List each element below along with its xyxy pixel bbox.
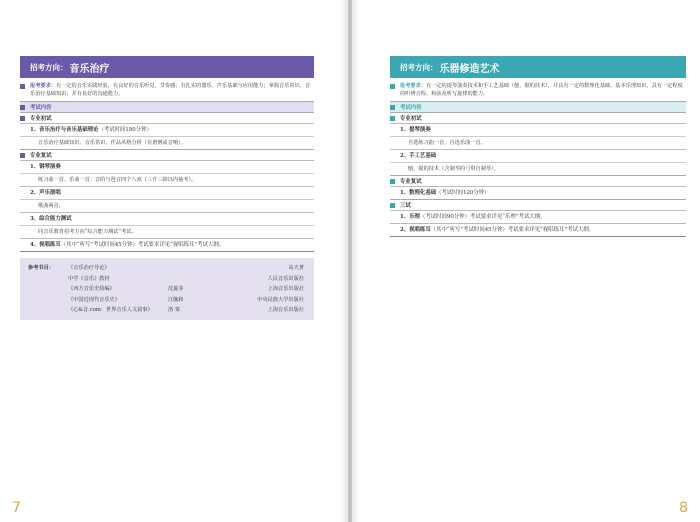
- reference-publisher: 上海音乐出版社: [267, 286, 304, 293]
- item-title: 2、声乐演唱: [30, 190, 61, 197]
- divider: [20, 251, 314, 252]
- right-requirement: [390, 82, 686, 101]
- list-item: [390, 123, 686, 136]
- reference-title: 《中国近现代音乐史》: [68, 296, 120, 303]
- right-third-title: 三试: [400, 203, 411, 210]
- reference-row: [28, 305, 306, 316]
- right-header-title: 乐器修造艺术: [439, 63, 500, 75]
- right-section-prelim: [390, 112, 686, 123]
- list-item: [390, 210, 686, 223]
- square-bullet-icon: [390, 203, 395, 208]
- reference-publisher: 中央民族大学出版社: [257, 296, 304, 303]
- page-number: 7: [12, 500, 21, 516]
- item-desc: 歌曲两首。: [20, 199, 314, 212]
- square-bullet-icon: [20, 153, 25, 158]
- item-note: （考试时间180分钟）: [98, 127, 152, 134]
- left-requirement-text: 有一定的音乐实践经验，有良好的音乐听觉、节奏感；有扎实的器乐、声乐基础与应用能力；掌握音乐常识、音乐治疗基础知识；并有良好的沟通能力。: [30, 83, 311, 98]
- left-section-content-label: 考试内容: [30, 105, 52, 112]
- left-requirement-label: 报考要求：: [30, 83, 56, 89]
- right-content: [390, 56, 686, 237]
- reference-title: 《心&音.com：世界音乐人文叙事》: [68, 307, 153, 314]
- item-title: 4、视唱练耳: [30, 242, 61, 249]
- reference-spacer: [28, 274, 68, 285]
- item-title: 2、视唱练耳: [400, 227, 431, 234]
- page-number: 8: [679, 500, 688, 516]
- list-item: [20, 160, 314, 173]
- reference-publisher: 人民音乐出版社: [267, 275, 304, 282]
- item-title: 1、乐理: [400, 214, 420, 221]
- item-desc: 同音乐教育招考方向“综合能力测试”考试。: [20, 225, 314, 238]
- square-bullet-icon: [390, 179, 395, 184]
- right-section-content: [390, 101, 686, 112]
- reference-title: 《音乐治疗导论》: [68, 265, 110, 272]
- reference-spacer: [28, 284, 68, 295]
- item-title: 3、综合能力测试: [30, 216, 72, 223]
- reference-row: [28, 274, 306, 285]
- left-prelim-title: 专业初试: [30, 116, 52, 123]
- reference-title: 《西方音乐史简编》: [68, 286, 115, 293]
- item-title: 1、钢琴演奏: [30, 164, 61, 171]
- list-item: [20, 212, 314, 225]
- list-item: [390, 223, 686, 236]
- reference-author: [168, 274, 222, 285]
- list-item: [390, 149, 686, 162]
- item-desc: 自选练习曲一首，自选乐曲一首。: [390, 136, 686, 149]
- square-bullet-icon: [390, 105, 395, 110]
- item-note: （考试时间90分钟）考试要求详见“乐理”考试大纲。: [419, 214, 546, 221]
- item-desc: 练习曲一首，乐曲一首；音阶与琶音四个八度（三升三降以内抽考）。: [20, 173, 314, 186]
- book-gutter: [340, 0, 360, 522]
- square-bullet-icon: [20, 116, 25, 121]
- left-header-title: 音乐治疗: [69, 63, 110, 75]
- item-note: （其中“听写”考试时间45分钟）考试要求详见“视唱练耳”考试大纲。: [430, 227, 595, 234]
- reference-spacer: [28, 305, 68, 316]
- reference-author: 汪毓和: [168, 296, 184, 303]
- right-section-content-label: 考试内容: [400, 105, 422, 112]
- reference-spacer: [28, 295, 68, 306]
- item-desc: 刨、锯的技术（含制琴的弓带自制琴）。: [390, 162, 686, 175]
- list-item: [20, 238, 314, 251]
- references-label: 参考书目：: [28, 265, 54, 272]
- reference-publisher: 高天著: [288, 265, 304, 272]
- left-requirement-body: [30, 82, 314, 98]
- left-header-bar: [20, 56, 314, 78]
- item-note: （其中“听写”考试时间45分钟）考试要求详见“视唱练耳”考试大纲。: [60, 242, 225, 249]
- left-content: [20, 56, 314, 320]
- right-header-bar: [390, 56, 686, 78]
- square-bullet-icon: [20, 105, 25, 110]
- item-title: 1、数理化基础: [400, 190, 437, 197]
- reference-author: 洛 秦: [168, 307, 181, 314]
- left-header-prefix: 招考方向：: [30, 62, 68, 72]
- reference-author: [168, 263, 222, 274]
- right-section-retest: [390, 175, 686, 186]
- item-desc: 音乐治疗基础知识、音乐常识、作品风格分析（有谱例或音响）。: [20, 136, 314, 149]
- item-title: 1、提琴演奏: [400, 127, 431, 134]
- right-section-third: [390, 199, 686, 210]
- left-section-prelim: [20, 112, 314, 123]
- left-retest-title: 专业复试: [30, 153, 52, 160]
- reference-publisher: 上海音乐出版社: [267, 307, 304, 314]
- left-section-retest: [20, 149, 314, 160]
- right-retest-title: 专业复试: [400, 179, 422, 186]
- reference-title: 中学《音乐》教材: [68, 275, 110, 282]
- right-requirement-text: 有一定的提琴演奏技术和手工艺基础（刨、锯的技术），并具有一定的数理化基础、基本乐理知识，具有一定程度的听辨音程、和弦及听写旋律的能力。: [400, 83, 683, 98]
- left-requirement: [20, 82, 314, 101]
- reference-author: 沈旋等: [168, 286, 184, 293]
- square-bullet-icon: [20, 84, 25, 89]
- page-left: [0, 0, 348, 522]
- item-title: 2、手工艺基础: [400, 153, 437, 160]
- right-prelim-title: 专业初试: [400, 116, 422, 123]
- item-title: 1、音乐治疗与音乐基础理论: [30, 127, 99, 134]
- right-requirement-label: 报考要求：: [400, 83, 426, 89]
- left-references-box: [20, 258, 314, 320]
- page-right: [352, 0, 700, 522]
- reference-row: [28, 284, 306, 295]
- list-item: [20, 186, 314, 199]
- item-note: （考试时间120分钟）: [436, 190, 490, 197]
- list-item: [390, 186, 686, 199]
- right-header-prefix: 招考方向：: [400, 62, 438, 72]
- right-requirement-body: [400, 82, 686, 98]
- reference-row: [28, 263, 306, 274]
- square-bullet-icon: [390, 116, 395, 121]
- left-section-content: [20, 101, 314, 112]
- divider: [390, 236, 686, 237]
- square-bullet-icon: [390, 84, 395, 89]
- list-item: [20, 123, 314, 136]
- reference-row: [28, 295, 306, 306]
